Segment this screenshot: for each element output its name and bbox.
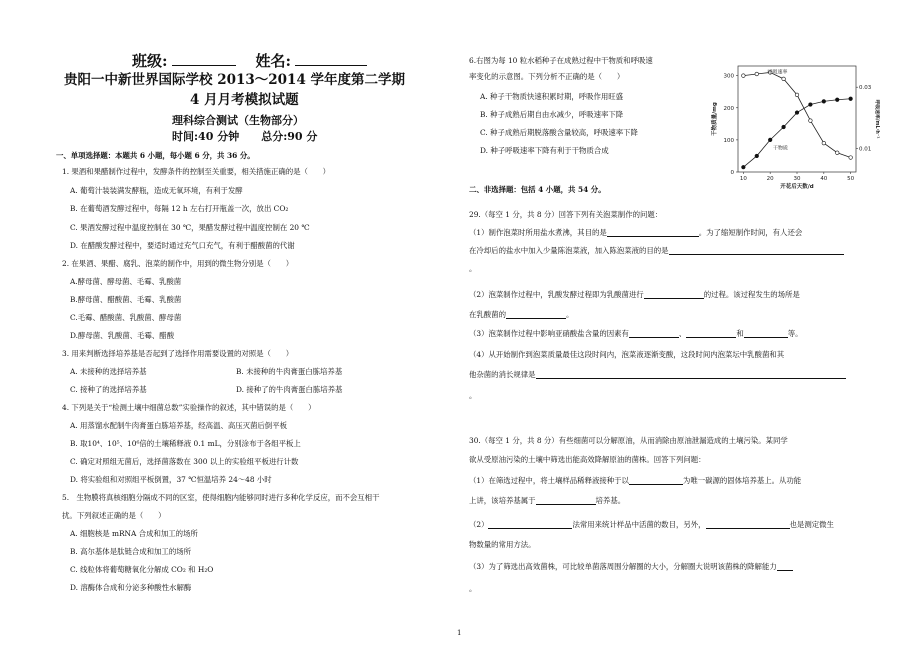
series-point-1 — [768, 138, 772, 142]
series-point-0 — [795, 93, 799, 97]
q30-line4: 物数量的常用方法。 — [469, 540, 536, 549]
exam-title: 4 月月考模拟试题 — [190, 92, 299, 108]
q3-option-d[interactable]: D. 接种了的牛肉膏蛋白胨培养基 — [236, 385, 343, 394]
q2-option-d[interactable]: D.酵母菌、乳酸菌、毛霉、醋酸 — [70, 331, 175, 340]
subject-title: 理科综合测试（生物部分） — [172, 114, 304, 127]
q5-option-d[interactable]: D. 溶酶体合成和分泌多种酸性水解酶 — [70, 583, 192, 592]
q29-blank2[interactable] — [669, 246, 844, 255]
q6-option-b[interactable]: B. 种子成熟后期自由水减少，呼吸速率下降 — [480, 110, 624, 119]
series-label-dry-matter: 干物质 — [772, 145, 788, 152]
q2-option-a[interactable]: A.酵母菌、酵母菌、毛霉、乳酸菌 — [70, 277, 182, 286]
q29-stem: 29.（每空 1 分，共 8 分）回答下列有关泡菜制作的问题： — [469, 210, 663, 219]
q30-l1a: （1）在筛选过程中，将土壤样品稀释液接种于以 — [469, 476, 629, 485]
q30-l2b: 培养基。 — [595, 496, 626, 505]
q30-line1 — [469, 476, 801, 485]
q29-line5 — [469, 310, 573, 319]
section2-title: 二、非选择题：包括 4 小题，共 54 分。 — [469, 185, 606, 194]
q1-option-a[interactable]: A. 葡萄汁装装满发酵瓶，造成无氧环境，有利于发酵 — [70, 186, 243, 195]
chart-marks — [742, 69, 853, 169]
series-point-1 — [795, 111, 799, 115]
q2-stem: 2. 在果酒、果醋、腐乳、泡菜的制作中，用到的微生物分别是（ ） — [62, 259, 294, 268]
q30-l3b: 法常用来统计样品中活菌的数目，另外， — [572, 520, 706, 529]
q30-blank5[interactable] — [777, 562, 793, 571]
q30-line6: 。 — [469, 584, 477, 593]
q30-line3 — [469, 520, 834, 529]
q30-blank1[interactable] — [629, 476, 683, 485]
q4-stem: 4. 下列是关于“检测土壤中细菌总数”实验操作的叙述，其中错误的是（ ） — [62, 403, 316, 412]
series-point-1 — [835, 98, 839, 102]
q6-option-d[interactable]: D. 种子呼吸速率下降有利于干物质合成 — [480, 146, 609, 155]
q30-l1b: 为唯一碳源的固体培养基上。从功能 — [682, 476, 802, 485]
q6-stem: 6.右图为每 10 粒水稻种子在成熟过程中干物质和呼吸速 — [469, 56, 653, 65]
q29-blank5[interactable] — [629, 329, 679, 338]
q29-line2 — [469, 246, 844, 255]
q4-option-c[interactable]: C. 确定对照组无菌后，选择菌落数在 300 以上的实验组平板进行计数 — [70, 457, 299, 466]
q29-l6b: 、 — [678, 329, 687, 338]
q6-stem-cont: 率变化的示意图。下列分析不正确的是（ ） — [469, 72, 625, 81]
q29-l4a: （2）泡菜制作过程中，乳酸发酵过程即为乳酸菌进行 — [469, 290, 644, 299]
q29-l6c: 和 — [736, 329, 744, 338]
q3-option-c[interactable]: C. 接种了的选择培养基 — [70, 385, 147, 394]
section1-title: 一、单项选择题：本题共 6 小题，每小题 6 分，共 36 分。 — [56, 151, 255, 160]
q30-blank4[interactable] — [706, 520, 790, 529]
y-right-tick-label: 0.01 — [859, 146, 872, 153]
q29-line6 — [469, 329, 803, 338]
q29-line1 — [469, 228, 802, 237]
q30-blank3[interactable] — [488, 520, 572, 529]
q29-l8: 他杂菌的消长规律是 — [469, 370, 536, 379]
x-tick-label: 10 — [739, 176, 747, 182]
q1-option-c[interactable]: C. 果酒发酵过程中温度控制在 30 ℃，果醋发酵过程中温度控制在 20 ℃ — [70, 223, 310, 232]
x-tick-label: 50 — [847, 176, 855, 182]
q1-option-d[interactable]: D. 在醋酸发酵过程中，要适时通过充气口充气，有利于醋酸菌的代谢 — [70, 241, 295, 250]
y-left-tick-label: 200 — [723, 105, 734, 112]
series-point-1 — [755, 154, 759, 158]
series-label-respiration: 呼吸速率 — [767, 69, 788, 76]
series-point-1 — [822, 100, 826, 104]
q29-blank3[interactable] — [644, 290, 704, 299]
q30-blank2[interactable] — [536, 496, 596, 505]
series-point-0 — [809, 119, 813, 123]
series-point-0 — [755, 72, 759, 76]
q29-blank8[interactable] — [536, 370, 846, 379]
q5-option-c[interactable]: C. 线粒体将葡萄糖氧化分解成 CO₂ 和 H₂O — [70, 565, 214, 574]
series-point-1 — [809, 103, 813, 107]
series-point-0 — [822, 141, 826, 145]
x-tick-label: 40 — [820, 176, 828, 182]
x-tick-label: 30 — [793, 176, 801, 182]
chart-axes — [710, 66, 880, 190]
q3-option-a[interactable]: A. 未接种的选择培养基 — [70, 367, 147, 376]
q4-option-b[interactable]: B. 取10⁴、10⁵、10⁶倍的土壤稀释液 0.1 mL，分别涂布于各组平板上 — [70, 439, 301, 448]
q5-option-b[interactable]: B. 高尔基体是肽链合成和加工的场所 — [70, 547, 191, 556]
series-point-0 — [742, 74, 746, 78]
y-left-tick-label: 300 — [723, 73, 734, 80]
q1-option-b[interactable]: B. 在葡萄酒发酵过程中，每隔 12 h 左右打开瓶盖一次，放出 CO₂ — [70, 204, 289, 213]
q29-blank6[interactable] — [686, 329, 736, 338]
q30-l5: （3）为了筛选出高效菌株，可比较单菌落周围分解圈的大小，分解圈大说明该菌株的降解能力 — [469, 562, 777, 571]
x-axis-label: 开花后天数/d — [780, 184, 814, 190]
series-line-1 — [743, 99, 850, 167]
q29-l6a: （3）泡菜制作过程中影响亚硝酸盐含量的因素有 — [469, 329, 629, 338]
q30-line5 — [469, 562, 793, 571]
q30-l3c: 也是测定微生 — [789, 520, 834, 529]
q29-l6d: 等。 — [787, 329, 803, 338]
y-left-axis-label: 干物质量/mg — [712, 102, 718, 136]
page-number: 1 — [457, 629, 462, 637]
q2-option-c[interactable]: C.毛霉、醋酸菌、乳酸菌、酵母菌 — [70, 313, 182, 322]
series-point-0 — [782, 77, 786, 81]
q29-line7: （4）从开始制作到泡菜质量最佳这段时间内，泡菜液逐渐变酸，这段时间内泡菜坛中乳酸菌和其 — [469, 350, 785, 359]
q29-l1b: 。为了缩短制作时间，有人还会 — [698, 228, 803, 237]
series-point-0 — [849, 156, 853, 160]
q29-l1a: （1）制作泡菜时所用盐水煮沸，其目的是 — [469, 228, 607, 237]
q6-option-a[interactable]: A. 种子干物质快速积累时期，呼吸作用旺盛 — [480, 92, 624, 101]
q5-stem-cont: 扰。下列叙述正确的是（ ） — [62, 511, 166, 520]
y-left-tick-label: 100 — [723, 137, 734, 144]
q5-stem: 5. 生物膜将真核细胞分隔成不同的区室，使得细胞内能够同时进行多种化学反应，而不会互相干 — [62, 493, 380, 502]
series-point-0 — [835, 151, 839, 155]
series-point-1 — [782, 125, 786, 129]
q6-option-c[interactable]: C. 种子成熟后期脱落酸含量较高，呼吸速率下降 — [480, 128, 638, 137]
series-point-1 — [849, 97, 853, 101]
q1-stem: 1. 果酒和果醋制作过程中，发酵条件的控制至关重要，相关措施正确的是（ ） — [62, 167, 331, 176]
q3-option-b[interactable]: B. 未接种的牛肉膏蛋白胨培养基 — [236, 367, 343, 376]
q5-option-a[interactable]: A. 细胞核是 mRNA 合成和加工的场所 — [70, 529, 198, 538]
class-label: 班级: — [132, 52, 168, 70]
name-blank[interactable] — [295, 54, 367, 66]
dry-matter-respiration-chart — [708, 58, 880, 191]
series-line-0 — [743, 72, 850, 157]
q4-option-a[interactable]: A. 用蒸馏水配制牛肉膏蛋白胨培养基，经高温、高压灭菌后倒平板 — [70, 421, 287, 430]
q29-l5b: 。 — [565, 310, 574, 319]
school-title: 贵阳一中新世界国际学校 2013～2014 学年度第二学期 — [64, 72, 406, 88]
y-left-tick-label: 0 — [730, 170, 734, 176]
q2-option-b[interactable]: B.酵母菌、醋酸菌、毛霉、乳酸菌 — [70, 295, 182, 304]
q29-line9: 。 — [469, 391, 477, 400]
q29-l2: 在冷却后的盐水中加入少量陈泡菜液，加入陈泡菜液的目的是 — [469, 246, 669, 255]
q30-stem: 30.（每空 1 分，共 8 分）有些细菌可以分解原油，从而消除由原油泄漏造成的土壤污染。某同学 — [469, 436, 788, 445]
exam-score: 总分:90 分 — [261, 130, 318, 143]
q29-line3: 。 — [469, 264, 477, 273]
series-point-1 — [742, 165, 746, 169]
class-name-line — [132, 52, 367, 70]
name-label: 姓名: — [255, 52, 292, 70]
q30-l2a: 上讲，该培养基属于 — [469, 496, 536, 505]
q29-l5: 在乳酸菌的 — [469, 310, 506, 319]
y-right-tick-label: 0.03 — [859, 85, 872, 92]
y-right-axis-label: 呼吸速率/mL·h⁻¹ — [874, 99, 879, 139]
q29-blank1[interactable] — [607, 228, 699, 237]
q29-line8 — [469, 370, 846, 379]
q30-l3a: （2） — [469, 520, 489, 529]
q30-stem-cont: 欲从受原油污染的土壤中筛选出能高效降解原油的菌株。回答下列问题： — [469, 455, 706, 464]
q29-line4 — [469, 290, 800, 299]
q3-stem: 3. 用来判断选择培养基是否起到了选择作用需要设置的对照是（ ） — [62, 349, 294, 358]
class-blank[interactable] — [172, 54, 236, 66]
q29-l4b: 的过程。该过程发生的场所是 — [703, 290, 800, 299]
q4-option-d[interactable]: D. 将实验组和对照组平板倒置，37 ℃恒温培养 24～48 小时 — [70, 475, 272, 484]
x-tick-label: 20 — [766, 176, 774, 182]
exam-time: 时间:40 分钟 — [172, 130, 240, 143]
q30-line2 — [469, 496, 625, 505]
time-score-line — [172, 132, 317, 141]
q29-blank7[interactable] — [744, 329, 788, 338]
q29-blank4[interactable] — [506, 310, 566, 319]
